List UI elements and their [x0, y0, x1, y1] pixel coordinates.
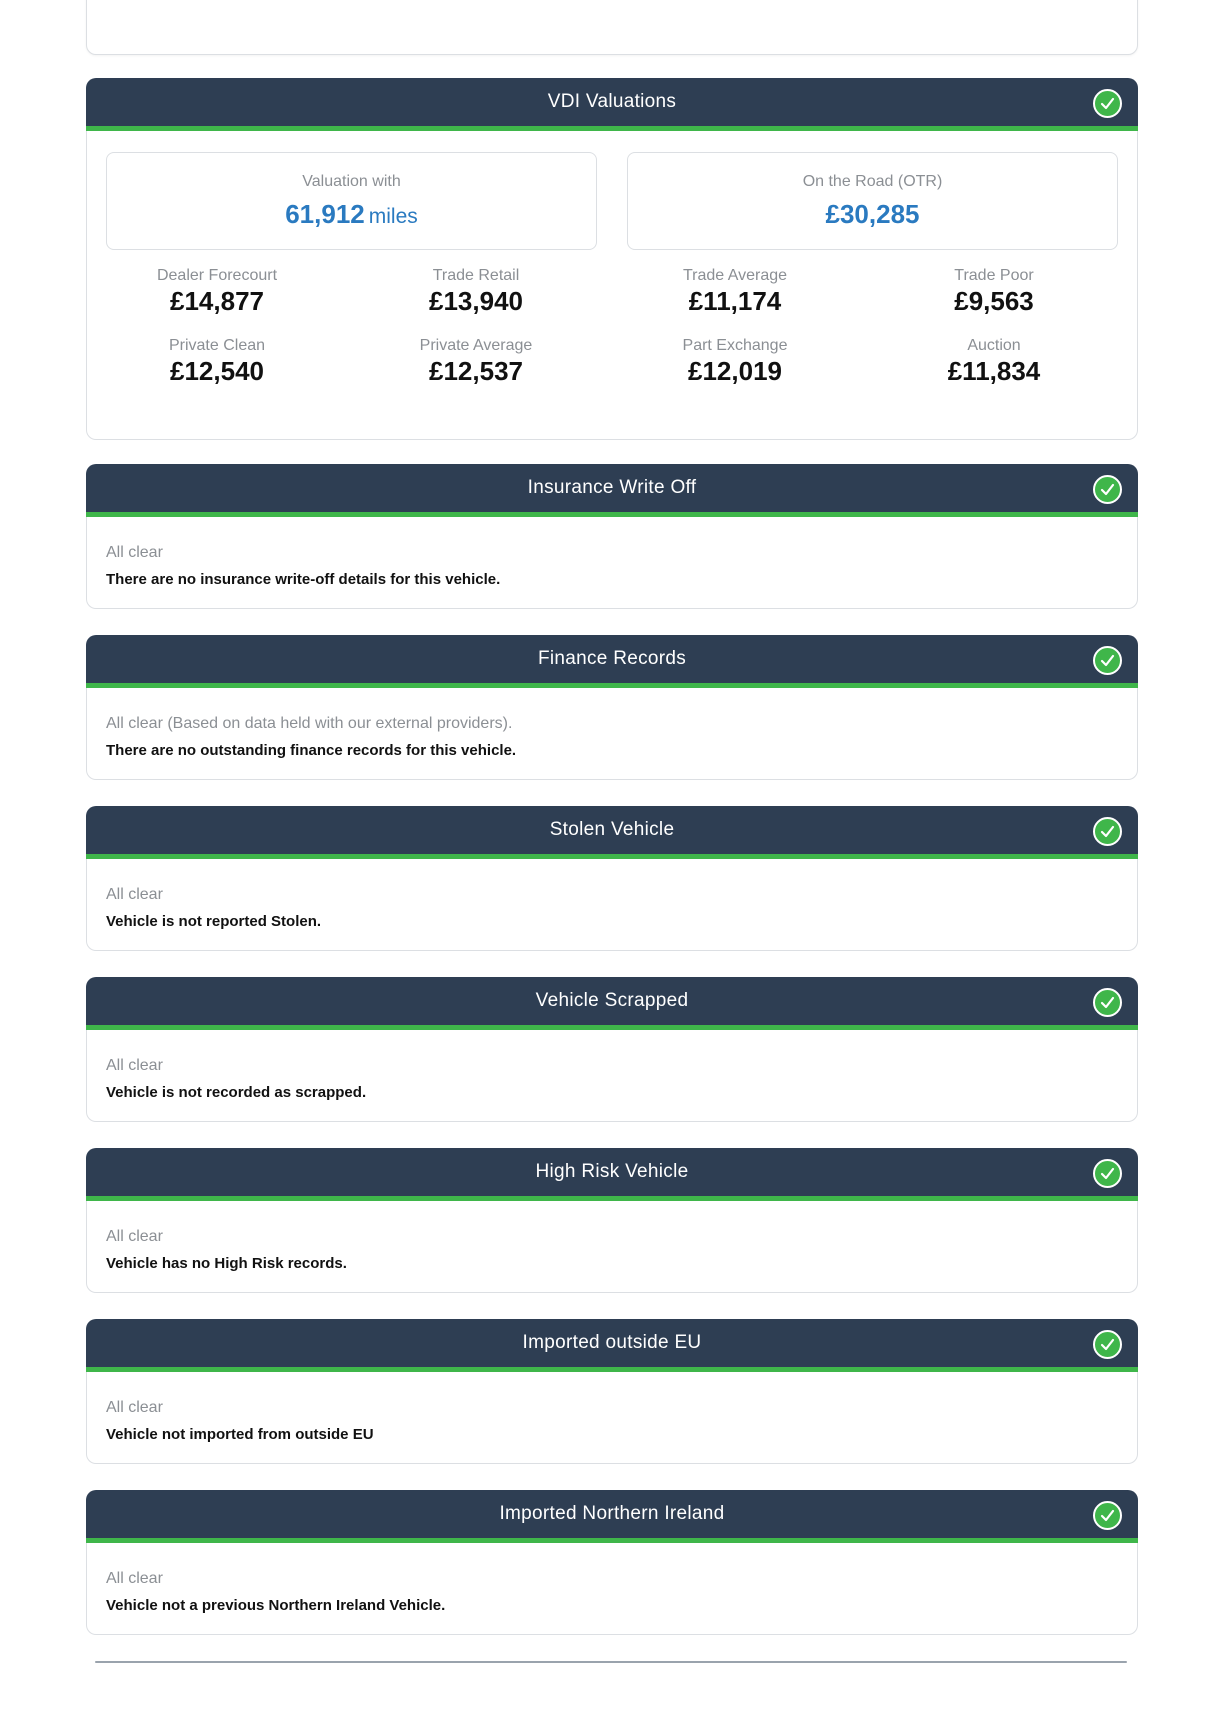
stolen-vehicle-section	[86, 806, 1138, 951]
check-circle-icon	[1093, 646, 1122, 675]
valuation-label: Dealer Forecourt	[156, 267, 278, 284]
section-title: Stolen Vehicle	[549, 819, 675, 840]
vdi-valuations-body	[86, 131, 1138, 440]
status-text: All clear (Based on data held with our external providers).	[106, 715, 513, 732]
status-text: All clear	[106, 1057, 163, 1074]
status-text: All clear	[106, 886, 163, 903]
status-text: All clear	[106, 544, 163, 561]
valuation-item	[864, 336, 1124, 386]
detail-text: There are no outstanding finance records for this vehicle.	[106, 742, 517, 759]
otr-label: On the Road (OTR)	[802, 173, 943, 190]
section-body	[86, 1543, 1138, 1635]
vdi-valuations-section	[86, 78, 1138, 440]
section-header	[86, 1319, 1138, 1372]
section-title: Imported Northern Ireland	[499, 1503, 725, 1524]
valuation-item	[864, 266, 1124, 316]
valuation-value: £12,540	[170, 356, 264, 386]
detail-text: Vehicle not imported from outside EU	[106, 1426, 374, 1443]
section-header	[86, 635, 1138, 688]
valuation-item	[605, 336, 865, 386]
mileage-value-line	[107, 199, 596, 230]
mileage-label: Valuation with	[302, 173, 401, 190]
detail-text: There are no insurance write-off details for this vehicle.	[106, 571, 501, 588]
valuation-label: Trade Average	[682, 267, 788, 284]
valuation-label: Trade Retail	[432, 267, 520, 284]
section-header	[86, 977, 1138, 1030]
insurance-write-off-section	[86, 464, 1138, 609]
high-risk-vehicle-section	[86, 1148, 1138, 1293]
valuation-value: £9,563	[954, 286, 1034, 316]
status-text: All clear	[106, 1570, 163, 1587]
valuation-value: £11,834	[947, 356, 1041, 386]
valuation-item	[605, 266, 865, 316]
valuation-label: Auction	[967, 337, 1021, 354]
valuation-value: £13,940	[429, 286, 523, 316]
valuation-value: £12,019	[688, 356, 782, 386]
valuation-value: £14,877	[170, 286, 264, 316]
valuation-value: £11,174	[688, 286, 782, 316]
valuation-label: Private Average	[419, 337, 533, 354]
section-title: Finance Records	[537, 648, 687, 669]
valuation-item	[346, 336, 606, 386]
vehicle-scrapped-section	[86, 977, 1138, 1122]
section-title: High Risk Vehicle	[535, 1161, 689, 1182]
section-header	[86, 1490, 1138, 1543]
valuation-label: Private Clean	[168, 337, 266, 354]
detail-text: Vehicle not a previous Northern Ireland Vehicle.	[106, 1597, 446, 1614]
section-body	[86, 1030, 1138, 1122]
otr-valuation-box	[627, 152, 1118, 250]
vdi-valuations-header	[86, 78, 1138, 131]
section-title: Imported outside EU	[522, 1332, 702, 1353]
previous-section-card	[86, 0, 1138, 55]
check-circle-icon	[1093, 1501, 1122, 1530]
imported-outside-eu-section	[86, 1319, 1138, 1464]
section-body	[86, 859, 1138, 951]
otr-value: £30,285	[825, 199, 920, 229]
check-circle-icon	[1093, 1159, 1122, 1188]
status-text: All clear	[106, 1399, 163, 1416]
section-title: Insurance Write Off	[527, 477, 697, 498]
section-body	[86, 688, 1138, 780]
valuation-value: £12,537	[429, 356, 523, 386]
status-text: All clear	[106, 1228, 163, 1245]
valuation-item	[87, 266, 347, 316]
imported-northern-ireland-section	[86, 1490, 1138, 1635]
check-circle-icon	[1093, 988, 1122, 1017]
valuation-item	[87, 336, 347, 386]
finance-records-section	[86, 635, 1138, 780]
detail-text: Vehicle has no High Risk records.	[106, 1255, 347, 1272]
section-header	[86, 464, 1138, 517]
mileage-unit: miles	[368, 205, 418, 228]
section-header	[86, 1148, 1138, 1201]
mileage-value: 61,912	[285, 199, 365, 229]
page-divider	[95, 1661, 1127, 1663]
check-circle-icon	[1093, 89, 1122, 118]
detail-text: Vehicle is not reported Stolen.	[106, 913, 322, 930]
section-body	[86, 1372, 1138, 1464]
section-header	[86, 806, 1138, 859]
valuation-label: Part Exchange	[682, 337, 788, 354]
section-title: Vehicle Scrapped	[535, 990, 689, 1011]
valuation-label: Trade Poor	[954, 267, 1034, 284]
section-title: VDI Valuations	[547, 91, 677, 112]
section-body	[86, 517, 1138, 609]
check-circle-icon	[1093, 1330, 1122, 1359]
detail-text: Vehicle is not recorded as scrapped.	[106, 1084, 367, 1101]
check-circle-icon	[1093, 817, 1122, 846]
mileage-valuation-box	[106, 152, 597, 250]
section-body	[86, 1201, 1138, 1293]
check-circle-icon	[1093, 475, 1122, 504]
valuation-item	[346, 266, 606, 316]
